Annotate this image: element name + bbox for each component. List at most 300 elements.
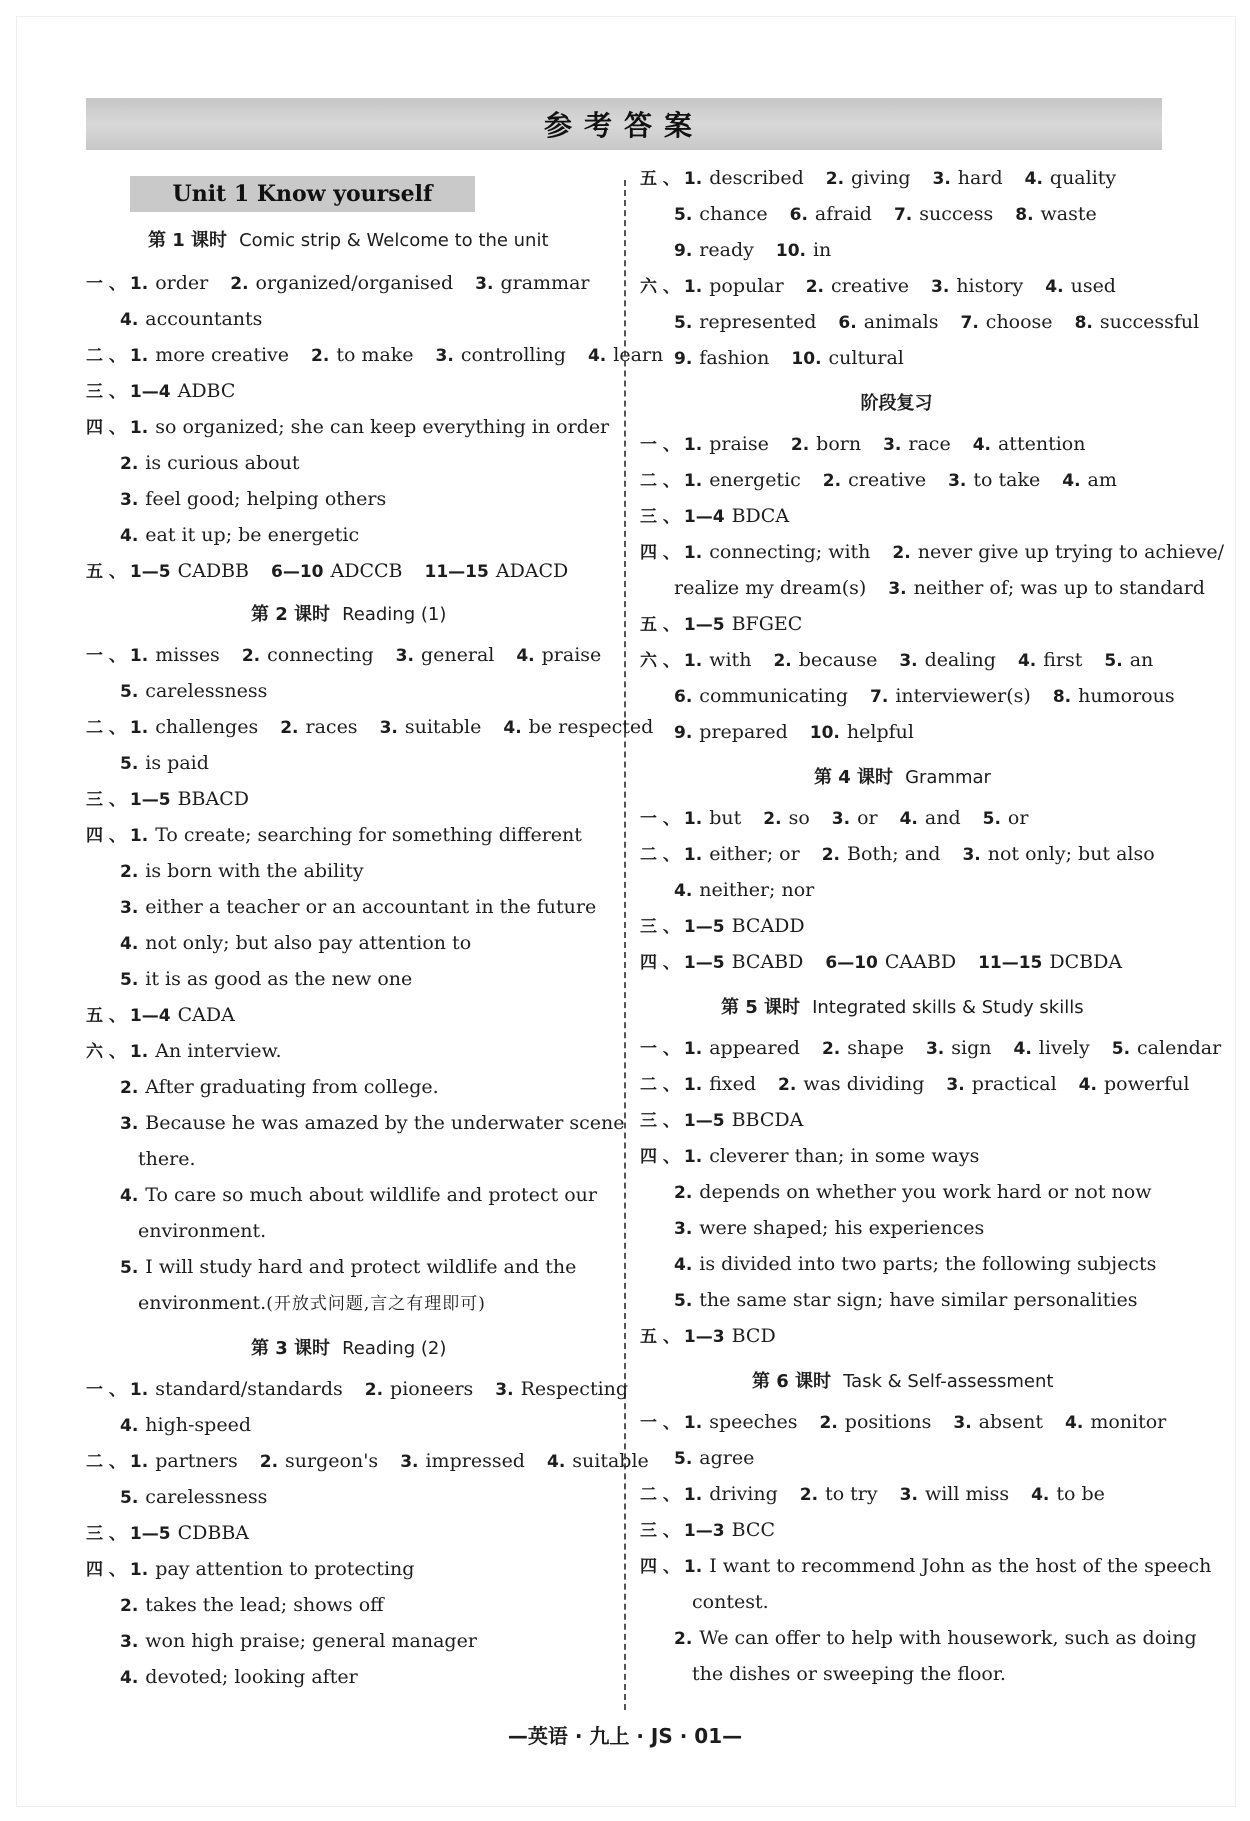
question-number: 5. bbox=[982, 809, 1001, 829]
section-label: 三 、 bbox=[640, 507, 680, 527]
question-number: 1—5 bbox=[129, 1524, 171, 1544]
question-number: 4. bbox=[899, 809, 918, 829]
answer-text: positions bbox=[844, 1411, 932, 1433]
question-number: 1. bbox=[129, 1042, 149, 1062]
answer-text: After graduating from college. bbox=[145, 1076, 439, 1098]
question-number: 8. bbox=[1015, 205, 1034, 225]
question-number: 3. bbox=[435, 346, 454, 366]
question-number: 8. bbox=[1052, 687, 1072, 707]
answer-text: cleverer than; in some ways bbox=[709, 1145, 980, 1167]
answer-line bbox=[640, 1072, 1190, 1096]
answer-line bbox=[674, 1626, 1197, 1650]
answer-text: monitor bbox=[1090, 1411, 1167, 1433]
answer-text: suitable bbox=[572, 1450, 649, 1472]
question-number: 4. bbox=[120, 1416, 139, 1436]
question-number: 3. bbox=[899, 651, 918, 671]
answer-text: I will study hard and protect wildlife and the bbox=[145, 1256, 577, 1278]
question-number: 3. bbox=[831, 809, 851, 829]
section-label: 四 、 bbox=[86, 418, 126, 438]
answer-text: be respected bbox=[528, 716, 654, 738]
question-number: 10. bbox=[775, 241, 806, 261]
section-label: 六 、 bbox=[640, 651, 680, 671]
answer-line bbox=[120, 307, 262, 331]
answer-line bbox=[640, 1518, 775, 1542]
answer-text: either; or bbox=[709, 843, 800, 865]
question-number: 2. bbox=[120, 454, 139, 474]
answer-line bbox=[640, 274, 1116, 298]
lesson-label: 阶段复习 bbox=[860, 393, 933, 414]
answer-line bbox=[120, 895, 596, 919]
section-label: 五 、 bbox=[640, 1327, 680, 1347]
answer-line bbox=[120, 967, 412, 991]
answer-text: BDCA bbox=[731, 505, 790, 527]
answer-text: to make bbox=[336, 344, 414, 366]
answer-text: BBCDA bbox=[731, 1109, 804, 1131]
answer-text: more creative bbox=[155, 344, 290, 366]
question-number: 4. bbox=[1024, 169, 1043, 189]
question-number: 4. bbox=[1017, 651, 1037, 671]
answer-text: successful bbox=[1099, 311, 1200, 333]
answer-line bbox=[86, 1449, 649, 1473]
lesson-topic: Reading (2) bbox=[342, 1338, 447, 1359]
answer-text: pay attention to protecting bbox=[155, 1558, 415, 1580]
answer-line bbox=[640, 806, 1028, 830]
question-number: 3. bbox=[120, 898, 139, 918]
question-number: 5. bbox=[120, 682, 139, 702]
answer-text: controlling bbox=[460, 344, 566, 366]
question-number: 4. bbox=[120, 1186, 139, 1206]
question-number: 4. bbox=[674, 1255, 693, 1275]
answer-text: environment. bbox=[138, 1292, 267, 1314]
answer-text: dealing bbox=[924, 649, 996, 671]
answer-line bbox=[640, 166, 1116, 190]
answer-line bbox=[86, 379, 235, 403]
answer-line bbox=[120, 931, 471, 955]
answer-text: DCBDA bbox=[1049, 951, 1123, 973]
lesson-topic: Grammar bbox=[905, 767, 991, 788]
answer-text: organized/organised bbox=[255, 272, 454, 294]
question-number: 5. bbox=[120, 970, 139, 990]
answer-text: grammar bbox=[500, 272, 590, 294]
question-number: 5. bbox=[1104, 651, 1123, 671]
answer-text: To care so much about wildlife and protect our bbox=[145, 1184, 598, 1206]
answer-line bbox=[692, 1590, 769, 1614]
question-number: 6. bbox=[789, 205, 808, 225]
answer-text: realize my dream(s) bbox=[674, 577, 867, 599]
answer-text: CDBBA bbox=[177, 1522, 250, 1544]
question-number: 6. bbox=[674, 687, 693, 707]
answer-text: misses bbox=[155, 644, 220, 666]
question-number: 3. bbox=[948, 471, 967, 491]
question-number: 1—5 bbox=[683, 615, 725, 635]
answer-text: eat it up; be energetic bbox=[145, 524, 360, 546]
section-label: 一 、 bbox=[86, 646, 126, 666]
answer-text: BCD bbox=[731, 1325, 776, 1347]
answer-line bbox=[86, 1557, 414, 1581]
question-number: 2. bbox=[120, 862, 139, 882]
question-number: 3. bbox=[962, 845, 981, 865]
answer-line bbox=[138, 1291, 486, 1315]
question-number: 7. bbox=[870, 687, 889, 707]
section-label: 四 、 bbox=[640, 1147, 680, 1167]
question-number: 7. bbox=[960, 313, 979, 333]
answer-line bbox=[674, 1288, 1137, 1312]
question-number: 1. bbox=[683, 651, 703, 671]
section-label: 五 、 bbox=[640, 615, 680, 635]
question-number: 3. bbox=[953, 1413, 972, 1433]
section-label: 一 、 bbox=[640, 1413, 680, 1433]
question-number: 1. bbox=[683, 435, 703, 455]
question-number: 3. bbox=[120, 490, 139, 510]
answer-text: BBACD bbox=[177, 788, 250, 810]
answer-text: suitable bbox=[404, 716, 482, 738]
question-number: 1. bbox=[683, 1557, 703, 1577]
answer-line bbox=[674, 1180, 1151, 1204]
question-number: 4. bbox=[1078, 1075, 1097, 1095]
question-number: 4. bbox=[120, 934, 139, 954]
answer-text: BCABD bbox=[731, 951, 804, 973]
answer-line bbox=[640, 432, 1085, 456]
section-label: 三 、 bbox=[640, 1111, 680, 1131]
question-number: 4. bbox=[546, 1452, 566, 1472]
question-number: 1—4 bbox=[683, 507, 725, 527]
question-number: 2. bbox=[825, 169, 845, 189]
lesson-label: 第 1 课时 bbox=[148, 230, 228, 251]
question-number: 1. bbox=[683, 277, 703, 297]
answer-text: shape bbox=[847, 1037, 904, 1059]
question-number: 1—5 bbox=[129, 790, 171, 810]
answer-text: first bbox=[1043, 649, 1083, 671]
question-number: 3. bbox=[475, 274, 494, 294]
question-number: 3. bbox=[932, 169, 951, 189]
question-number: 1. bbox=[129, 274, 149, 294]
answer-line bbox=[674, 238, 831, 262]
answer-line bbox=[86, 643, 601, 667]
question-number: 3. bbox=[120, 1632, 139, 1652]
answer-text: energetic bbox=[709, 469, 801, 491]
question-number: 2. bbox=[120, 1596, 139, 1616]
question-number: 1—4 bbox=[129, 1006, 171, 1026]
answer-text: won high praise; general manager bbox=[145, 1630, 477, 1652]
answer-text: standard/standards bbox=[155, 1378, 343, 1400]
answer-line bbox=[138, 1219, 266, 1243]
question-number: 4. bbox=[1031, 1485, 1050, 1505]
answer-text: afraid bbox=[814, 203, 872, 225]
question-number: 2. bbox=[778, 1075, 797, 1095]
answer-text: environment. bbox=[138, 1220, 267, 1242]
question-number: 2. bbox=[230, 274, 249, 294]
answer-text: prepared bbox=[699, 721, 788, 743]
section-label: 一 、 bbox=[86, 274, 126, 294]
answer-line bbox=[120, 751, 209, 775]
section-label: 三 、 bbox=[640, 1521, 680, 1541]
answer-text: is paid bbox=[145, 752, 209, 774]
answer-line bbox=[86, 559, 568, 583]
answer-text: calendar bbox=[1137, 1037, 1222, 1059]
question-number: 3. bbox=[400, 1452, 419, 1472]
answer-text: ADACD bbox=[495, 560, 569, 582]
question-number: 5. bbox=[120, 754, 139, 774]
answer-line bbox=[120, 1183, 597, 1207]
unit-title: Unit 1 Know yourself bbox=[130, 176, 475, 212]
question-number: 1—3 bbox=[683, 1521, 725, 1541]
question-number: 1. bbox=[683, 1485, 703, 1505]
answer-text: animals bbox=[863, 311, 939, 333]
question-number: 4. bbox=[516, 646, 535, 666]
question-number: 2. bbox=[821, 1039, 841, 1059]
answer-text: devoted; looking after bbox=[145, 1666, 358, 1688]
answer-text: impressed bbox=[425, 1450, 525, 1472]
answer-text: the dishes or sweeping the floor. bbox=[692, 1663, 1006, 1685]
question-number: 2. bbox=[773, 651, 792, 671]
answer-text: in bbox=[812, 239, 832, 261]
answer-text: fashion bbox=[699, 347, 770, 369]
section-label: 五 、 bbox=[640, 169, 680, 189]
section-heading bbox=[752, 1367, 1053, 1393]
question-number: 5. bbox=[674, 1291, 693, 1311]
answer-line bbox=[674, 202, 1097, 226]
answer-line bbox=[86, 823, 582, 847]
answer-text: either a teacher or an accountant in the future bbox=[145, 896, 597, 918]
answer-text: To create; searching for something different bbox=[155, 824, 582, 846]
answer-line bbox=[674, 346, 904, 370]
section-label: 四 、 bbox=[640, 1557, 680, 1577]
answer-text: represented bbox=[699, 311, 817, 333]
answer-line bbox=[86, 715, 653, 739]
question-number: 1. bbox=[683, 809, 703, 829]
question-number: 1. bbox=[129, 826, 149, 846]
answer-text: speeches bbox=[709, 1411, 798, 1433]
answer-text: connecting bbox=[267, 644, 374, 666]
question-number: 3. bbox=[120, 1114, 139, 1134]
answer-line bbox=[674, 878, 814, 902]
answer-line bbox=[674, 1216, 984, 1240]
question-number: 1. bbox=[129, 1380, 149, 1400]
question-number: 6—10 bbox=[271, 562, 324, 582]
question-number: 3. bbox=[395, 646, 414, 666]
question-number: 2. bbox=[241, 646, 261, 666]
answer-text: history bbox=[956, 275, 1024, 297]
question-number: 2. bbox=[674, 1183, 693, 1203]
lesson-topic: Integrated skills & Study skills bbox=[812, 997, 1084, 1018]
answer-line bbox=[86, 343, 663, 367]
section-label: 一 、 bbox=[86, 1380, 126, 1400]
question-number: 5. bbox=[120, 1258, 139, 1278]
lesson-label: 第 5 课时 bbox=[721, 997, 801, 1018]
question-number: 1. bbox=[683, 169, 703, 189]
answer-text: connecting; with bbox=[709, 541, 871, 563]
question-number: 3. bbox=[946, 1075, 965, 1095]
answer-text: success bbox=[919, 203, 994, 225]
question-number: 4. bbox=[587, 346, 607, 366]
answer-line bbox=[120, 1255, 576, 1279]
answer-note: (开放式问题,言之有理即可) bbox=[266, 1294, 486, 1314]
answer-text: Both; and bbox=[847, 843, 941, 865]
answer-text: lively bbox=[1038, 1037, 1090, 1059]
answer-line bbox=[120, 451, 299, 475]
answer-text: attention bbox=[997, 433, 1086, 455]
answer-line bbox=[640, 1144, 979, 1168]
answer-text: or bbox=[857, 807, 878, 829]
answer-text: giving bbox=[851, 167, 911, 189]
answer-line bbox=[674, 576, 1205, 600]
question-number: 1—5 bbox=[129, 562, 171, 582]
question-number: 4. bbox=[1062, 471, 1081, 491]
answer-text: described bbox=[709, 167, 804, 189]
answer-line bbox=[640, 612, 802, 636]
question-number: 1. bbox=[683, 471, 703, 491]
answer-text: used bbox=[1070, 275, 1116, 297]
answer-line bbox=[120, 1413, 251, 1437]
lesson-topic: Reading (1) bbox=[342, 604, 447, 625]
lesson-label: 第 4 课时 bbox=[814, 767, 894, 788]
answer-text: interviewer(s) bbox=[895, 685, 1031, 707]
question-number: 3. bbox=[925, 1039, 945, 1059]
question-number: 1. bbox=[129, 718, 149, 738]
answer-line bbox=[640, 1554, 1211, 1578]
question-number: 4. bbox=[1013, 1039, 1032, 1059]
question-number: 3. bbox=[674, 1219, 693, 1239]
answer-line bbox=[640, 1410, 1166, 1434]
answer-text: contest. bbox=[692, 1591, 769, 1613]
question-number: 2. bbox=[822, 471, 842, 491]
answer-text: creative bbox=[831, 275, 910, 297]
question-number: 9. bbox=[674, 241, 693, 261]
answer-text: challenges bbox=[155, 716, 259, 738]
section-label: 二 、 bbox=[640, 1485, 680, 1505]
question-number: 1. bbox=[129, 346, 149, 366]
lesson-label: 第 2 课时 bbox=[251, 604, 331, 625]
page-title: 参考答案 bbox=[543, 109, 704, 142]
question-number: 2. bbox=[259, 1452, 279, 1472]
section-label: 二 、 bbox=[640, 1075, 680, 1095]
answer-line bbox=[138, 1147, 195, 1171]
answer-text: I want to recommend John as the host of the speech bbox=[709, 1555, 1212, 1577]
section-heading bbox=[251, 600, 446, 626]
question-number: 9. bbox=[674, 349, 693, 369]
answer-text: CADA bbox=[177, 1004, 235, 1026]
answer-line bbox=[674, 1446, 754, 1470]
section-label: 三 、 bbox=[86, 790, 126, 810]
answer-text: to be bbox=[1056, 1483, 1105, 1505]
question-number: 4. bbox=[120, 1668, 139, 1688]
answer-line bbox=[640, 1482, 1105, 1506]
answer-text: races bbox=[305, 716, 358, 738]
answer-text: chance bbox=[699, 203, 768, 225]
answer-text: BCADD bbox=[731, 915, 805, 937]
answer-line bbox=[86, 1377, 628, 1401]
answer-text: neither of; was up to standard bbox=[913, 577, 1205, 599]
column-divider bbox=[624, 180, 626, 1710]
question-number: 11—15 bbox=[424, 562, 489, 582]
answer-text: agree bbox=[699, 1447, 755, 1469]
question-number: 1. bbox=[683, 1147, 703, 1167]
question-number: 3. bbox=[931, 277, 950, 297]
answer-text: sign bbox=[951, 1037, 992, 1059]
answer-line bbox=[640, 1036, 1221, 1060]
section-label: 四 、 bbox=[86, 1560, 126, 1580]
question-number: 2. bbox=[674, 1629, 693, 1649]
answer-text: because bbox=[798, 649, 878, 671]
question-number: 2. bbox=[892, 543, 911, 563]
lesson-topic: Task & Self-assessment bbox=[843, 1371, 1054, 1392]
answer-line bbox=[86, 1039, 282, 1063]
answer-text: hard bbox=[957, 167, 1003, 189]
answer-line bbox=[86, 1521, 249, 1545]
answer-text: not only; but also pay attention to bbox=[145, 932, 472, 954]
answer-text: BCC bbox=[731, 1519, 775, 1541]
answer-line bbox=[86, 415, 609, 439]
section-label: 一 、 bbox=[640, 809, 680, 829]
section-label: 五 、 bbox=[86, 562, 126, 582]
answer-line bbox=[120, 679, 267, 703]
answer-text: practical bbox=[971, 1073, 1057, 1095]
answer-line bbox=[674, 684, 1175, 708]
answer-text: praise bbox=[709, 433, 769, 455]
answer-text: CAABD bbox=[884, 951, 957, 973]
answer-line bbox=[640, 540, 1224, 564]
question-number: 2. bbox=[364, 1380, 384, 1400]
section-heading bbox=[148, 226, 549, 252]
answer-text: there. bbox=[138, 1148, 196, 1170]
answer-text: An interview. bbox=[155, 1040, 282, 1062]
answer-text: waste bbox=[1040, 203, 1097, 225]
question-number: 1. bbox=[683, 845, 703, 865]
question-number: 1. bbox=[683, 1039, 703, 1059]
section-heading bbox=[721, 993, 1084, 1019]
answer-text: were shaped; his experiences bbox=[699, 1217, 985, 1239]
answer-line bbox=[640, 914, 805, 938]
section-label: 四 、 bbox=[86, 826, 126, 846]
question-number: 2. bbox=[120, 1078, 139, 1098]
answer-text: We can offer to help with housework, such as doing bbox=[699, 1627, 1197, 1649]
section-label: 六 、 bbox=[86, 1042, 126, 1062]
answer-text: with bbox=[709, 649, 752, 671]
answer-line bbox=[120, 1629, 477, 1653]
question-number: 9. bbox=[674, 723, 693, 743]
answer-text: not only; but also bbox=[987, 843, 1155, 865]
section-label: 六 、 bbox=[640, 277, 680, 297]
section-label: 三 、 bbox=[86, 382, 126, 402]
question-number: 10. bbox=[809, 723, 840, 743]
section-heading bbox=[861, 389, 945, 415]
question-number: 2. bbox=[819, 1413, 838, 1433]
question-number: 1—4 bbox=[129, 382, 171, 402]
question-number: 7. bbox=[893, 205, 913, 225]
answer-text: surgeon's bbox=[285, 1450, 379, 1472]
answer-line bbox=[120, 1075, 439, 1099]
answer-text: popular bbox=[709, 275, 784, 297]
answer-line bbox=[120, 1485, 267, 1509]
section-heading bbox=[251, 1334, 446, 1360]
answer-text: driving bbox=[709, 1483, 778, 1505]
answer-text: ADBC bbox=[177, 380, 236, 402]
header-banner bbox=[86, 98, 1162, 150]
answer-text: fixed bbox=[709, 1073, 757, 1095]
answer-text: was dividing bbox=[803, 1073, 925, 1095]
answer-text: accountants bbox=[145, 308, 263, 330]
answer-text: powerful bbox=[1103, 1073, 1190, 1095]
question-number: 3. bbox=[495, 1380, 514, 1400]
answer-text: pioneers bbox=[390, 1378, 474, 1400]
answer-line bbox=[120, 1111, 625, 1135]
question-number: 1. bbox=[683, 1075, 703, 1095]
section-label: 三 、 bbox=[640, 917, 680, 937]
section-label: 二 、 bbox=[86, 346, 126, 366]
answer-text: appeared bbox=[709, 1037, 800, 1059]
answer-text: to try bbox=[825, 1483, 878, 1505]
answer-text: BFGEC bbox=[731, 613, 803, 635]
